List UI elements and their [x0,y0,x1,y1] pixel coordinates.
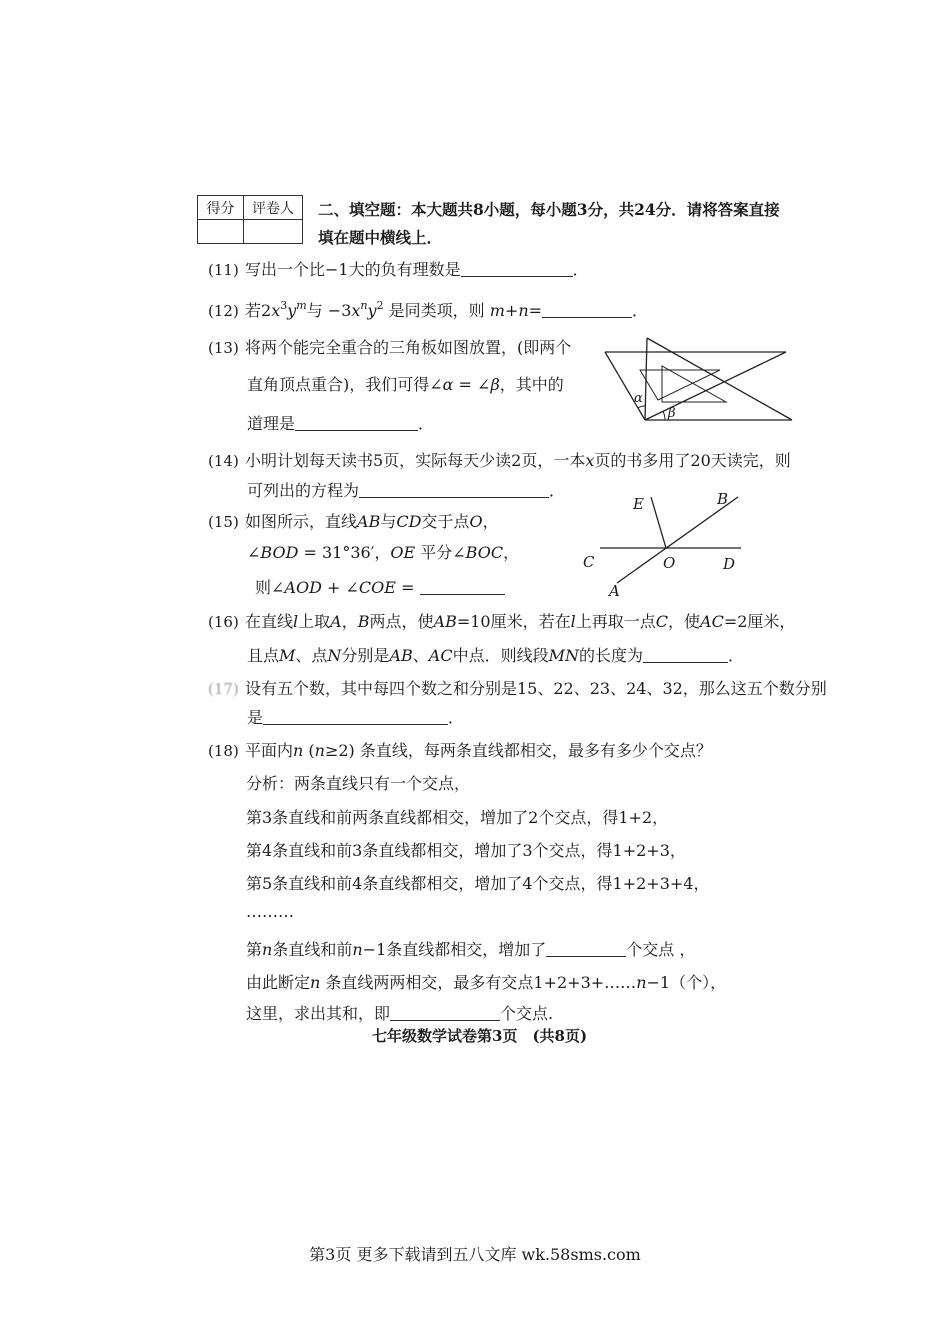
angle-symbol: ∠ [477,375,491,394]
alpha-label: α [634,391,643,406]
question-text: ． [549,481,566,500]
math-variable: y [287,301,297,320]
score-table-header-row [198,196,303,220]
question-text: 则∠ [255,578,285,597]
score-header-cell: 得分 [198,196,244,220]
point-label-c: C [583,553,595,571]
question-text: 中点．则线段 [452,646,549,665]
question-text: 且点 [247,646,280,665]
question-number-14: (14) [208,452,239,470]
analysis-step-5: 第5条直线和前4条直线都相交，增加了4个交点，得1+2+3+4， [246,874,710,893]
grader-cell [244,220,303,244]
question-text: 第 [246,940,263,959]
analysis-conclusion [246,974,726,992]
question-text: 道理是 [247,414,296,433]
question-text: = 31°36′， [298,543,391,562]
triangle-rulers-figure [598,332,798,428]
point-label-o: O [663,554,676,572]
question-text: ( [303,741,315,760]
math-variable: O [469,512,483,531]
question-text: 是 [247,708,264,727]
question-text: 分别是 [341,646,390,665]
question-text: 页的书多用了20天读完，则 [594,451,791,470]
answer-blank [295,415,418,431]
math-variable: n [518,301,529,320]
question-text: 平面内 [245,741,294,760]
score-table [197,195,303,244]
question-text: ，其中的 [499,375,564,394]
point-label-e: E [633,495,644,513]
math-variable: n [314,741,325,760]
question-15-line-3 [255,579,505,597]
answer-blank [390,1005,500,1021]
analysis-step-3: 第3条直线和前两条直线都相交，增加了2个交点，得1+2， [246,808,669,827]
math-variable: AOD [284,578,322,597]
math-variable: m [489,301,505,320]
math-variable: n [352,940,363,959]
question-number-18: (18) [208,742,239,760]
question-text: + [504,301,519,320]
page-footer: 七年级数学试卷第3页 (共8页) [372,1027,588,1045]
question-text: 与 [380,512,397,531]
question-text: =10厘米，若在 [456,612,571,631]
analysis-step-n [246,941,695,959]
exponent: 3 [280,299,288,312]
question-text: = [453,375,478,394]
alpha-arc [638,406,645,408]
question-text: + ∠ [321,578,359,597]
math-variable: C [655,612,668,631]
point-label-d: D [723,555,736,573]
score-table-value-row [198,220,303,244]
math-variable: l [570,612,576,631]
point-label-b: B [717,490,729,508]
question-text: 是同类项，则 [383,301,490,320]
math-variable: BOC [465,543,504,562]
math-variable: AB [357,512,381,531]
question-13-line-1 [245,339,571,357]
math-variable: CD [396,512,422,531]
question-15-line-1 [245,513,499,531]
question-11-line [245,261,589,279]
math-variable: A [330,612,342,631]
math-variable: n [310,973,321,992]
question-text: 个交点 ， [626,940,696,959]
analysis-line: 分析：两条直线只有一个交点， [246,774,471,793]
triangle2-right-leg [645,352,786,420]
answer-blank [643,647,728,663]
question-17-line-2 [247,709,464,727]
math-variable: x [585,451,595,470]
math-variable: B [357,612,370,631]
download-note: 第3页 更多下载请到五八文库 wk.58sms.com [309,1245,641,1264]
grader-header-cell: 评卷人 [244,196,303,220]
exponent: n [360,299,368,312]
analysis-sum [246,1005,553,1023]
question-text: 直角顶点重合)，我们可得 [247,375,430,394]
question-text: −1条直线都相交，增加了 [362,940,547,959]
math-variable: x [351,301,361,320]
section-title-line-2: 填在题中横线上． [318,228,443,247]
question-text: ， [341,612,358,631]
question-text: 写出一个比−1大的负有理数是 [245,260,461,279]
answer-blank [461,261,573,277]
math-variable: α [442,375,454,394]
angle-symbol: ∠ [429,375,443,394]
question-text: = [395,578,420,597]
math-variable: y [367,301,377,320]
exponent: m [296,299,307,312]
math-variable: MN [548,646,579,665]
analysis-step-4: 第4条直线和前3条直线都相交，增加了3个交点，得1+2+3， [246,841,686,860]
question-text: ． [632,301,649,320]
question-15-line-2 [247,544,519,562]
ray-oe [651,497,666,548]
question-text: 交于点 [421,512,470,531]
question-number-13: (13) [208,339,239,357]
math-variable: AB [389,646,413,665]
question-12-line [245,299,649,322]
question-text: 、点 [295,646,328,665]
triangle2-left-leg [605,352,645,420]
question-text: ． [448,708,465,727]
angle-symbol: ∠ [247,543,261,562]
question-17-line-1 [245,680,827,698]
question-text: 条直线和前 [272,940,353,959]
beta-label: β [668,406,676,421]
question-text: 如图所示，直线 [245,512,358,531]
math-variable: M [279,646,296,665]
beta-arc [663,411,665,420]
question-text: 在直线 [245,612,294,631]
question-text: ≥2) 条直线，每两条直线都相交，最多有多少个交点？ [324,741,712,760]
question-text: 的长度为 [578,646,643,665]
question-text: 若2 [245,301,272,320]
question-text: ． [727,646,744,665]
math-variable: β [490,375,500,394]
question-number-16: (16) [208,613,239,631]
question-text: ， [503,543,520,562]
math-variable: N [327,646,342,665]
question-text: 小明计划每天读书5页，实际每天少读2页，一本 [245,451,586,470]
question-16-line-2 [247,647,744,665]
math-variable: AC [700,612,724,631]
question-text: ，使 [668,612,701,631]
intersecting-lines-figure [575,488,750,600]
point-label-a: A [609,582,620,600]
question-14-line-1 [245,452,791,470]
question-text: ． [572,260,589,279]
question-number-15: (15) [208,513,239,531]
question-13-line-2 [247,376,564,394]
answer-blank [546,941,626,957]
question-text: 平分∠ [415,543,466,562]
question-18-line-1 [245,742,712,760]
math-variable: x [271,301,281,320]
analysis-ellipsis: ……… [246,902,294,921]
section-title-line-1: 二、填空题：本大题共8小题，每小题3分，共24分．请将答案直接 [318,200,780,219]
question-text: 上取 [298,612,331,631]
question-text: ． [418,414,435,433]
math-variable: OE [390,543,416,562]
question-text: 上再取一点 [575,612,656,631]
math-variable: l [293,612,299,631]
math-variable: AB [433,612,457,631]
question-14-line-2 [247,482,565,500]
answer-blank [420,579,505,595]
math-variable: n [262,940,273,959]
question-text: 设有五个数，其中每四个数之和分别是15、22、23、24、32，那么这五个数分别 [245,679,827,698]
math-variable: AC [428,646,453,665]
question-text: 与 −3 [306,301,352,320]
math-variable: COE [358,578,396,597]
question-text: =2厘米， [723,612,796,631]
question-text: ， [482,512,499,531]
math-variable: BOD [260,543,299,562]
question-text: = [528,301,543,320]
question-13-line-3 [247,415,434,433]
answer-blank [263,709,448,725]
question-text: 这里，求出其和，即 [246,1004,391,1023]
question-text: 个交点. [500,1004,554,1023]
question-number-12: (12) [208,302,239,320]
question-text: 可列出的方程为 [247,481,360,500]
question-number-11: (11) [208,261,239,279]
question-text: 两点，使 [369,612,434,631]
answer-blank [359,482,549,498]
math-variable: n [293,741,304,760]
exponent: 2 [376,299,384,312]
answer-blank [542,302,632,318]
question-number-17: (17) [208,680,239,698]
question-text: 条直线两两相交，最多有交点1+2+3+…… [320,973,637,992]
question-text: 、 [412,646,429,665]
question-text: 由此断定 [246,973,311,992]
question-16-line-1 [245,613,795,631]
question-text: −1（个）， [646,973,727,992]
math-variable: n [636,973,647,992]
question-text: 将两个能完全重合的三角板如图放置，(即两个 [245,338,572,357]
score-cell [198,220,244,244]
triangle2-inner-cutout [640,370,720,400]
